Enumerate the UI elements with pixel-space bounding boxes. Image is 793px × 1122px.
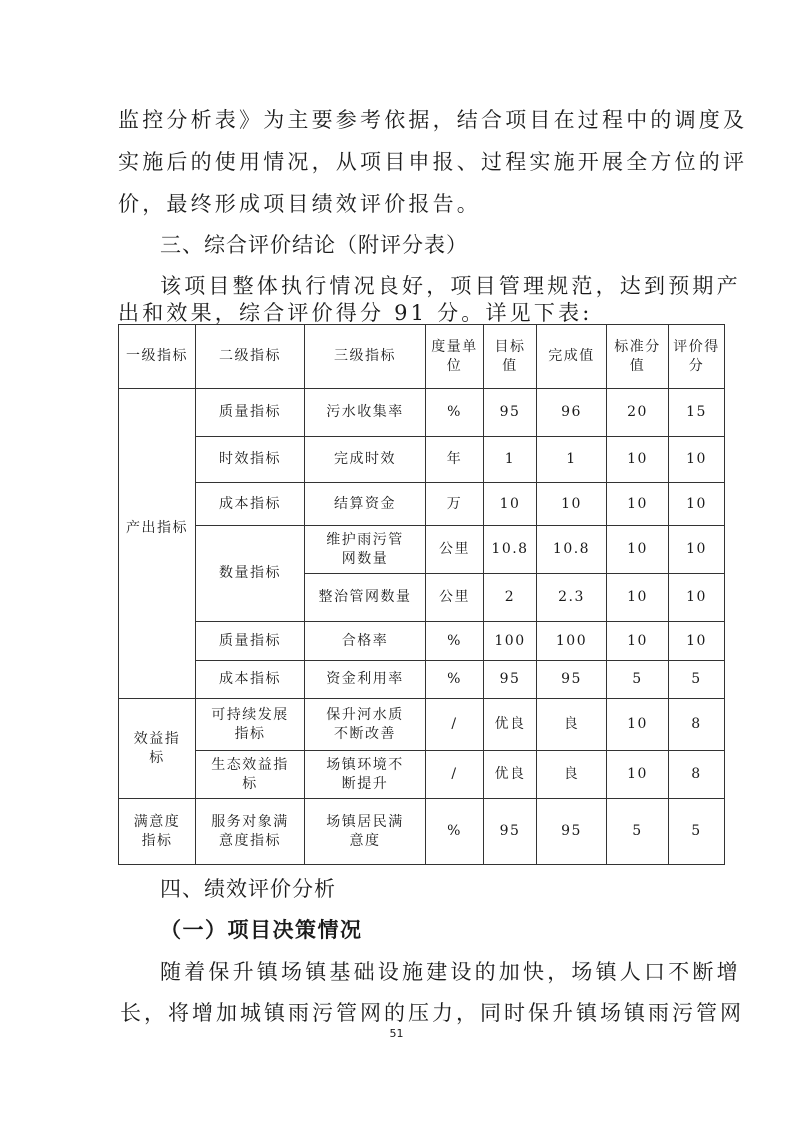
cell: 10 xyxy=(607,751,669,799)
cell: % xyxy=(426,389,484,437)
table-row xyxy=(119,751,725,799)
cell: 2 xyxy=(484,574,537,622)
paragraph-line: 价，最终形成项目绩效评价报告。 xyxy=(118,192,481,216)
table-row xyxy=(119,699,725,751)
cell: 公里 xyxy=(426,526,484,574)
cell: 年 xyxy=(426,437,484,483)
cell: 5 xyxy=(607,799,669,865)
cell: 95 xyxy=(484,389,537,437)
cell: 质量指标 xyxy=(196,622,305,661)
group-cell-benefit: 效益指标 xyxy=(119,699,196,799)
cell: 整治管网数量 xyxy=(305,574,426,622)
cell: 96 xyxy=(537,389,607,437)
cell: 100 xyxy=(537,622,607,661)
group-cell-satisfaction: 满意度指标 xyxy=(119,799,196,865)
table-header-row xyxy=(119,325,725,389)
table-row xyxy=(119,526,725,574)
cell: 10 xyxy=(607,574,669,622)
cell: 保升河水质不断改善 xyxy=(305,699,426,751)
cell: 生态效益指标 xyxy=(196,751,305,799)
paragraph-line: 随着保升镇场镇基础设施建设的加快，场镇人口不断增 xyxy=(160,960,741,984)
cell: 15 xyxy=(669,389,725,437)
cell: 10 xyxy=(669,622,725,661)
table-row xyxy=(119,389,725,437)
table-row xyxy=(119,437,725,483)
cell: 95 xyxy=(537,799,607,865)
cell: 2.3 xyxy=(537,574,607,622)
cell: % xyxy=(426,799,484,865)
cell: 良 xyxy=(537,751,607,799)
header-cell: 目标值 xyxy=(484,325,537,389)
table-row xyxy=(119,799,725,865)
header-cell: 度量单位 xyxy=(426,325,484,389)
section-heading: 四、绩效评价分析 xyxy=(160,877,336,901)
cell: 服务对象满意度指标 xyxy=(196,799,305,865)
cell: 场镇环境不断提升 xyxy=(305,751,426,799)
section-heading: 三、综合评价结论（附评分表） xyxy=(160,233,468,257)
cell: 10 xyxy=(669,483,725,526)
paragraph-line: 出和效果，综合评价得分 91 分。详见下表: xyxy=(118,301,593,325)
evaluation-score-table xyxy=(118,324,725,865)
table-row xyxy=(119,622,725,661)
cell: 10 xyxy=(669,437,725,483)
cell: / xyxy=(426,751,484,799)
header-cell: 二级指标 xyxy=(196,325,305,389)
table-row xyxy=(119,661,725,699)
cell: 10 xyxy=(669,574,725,622)
cell: 公里 xyxy=(426,574,484,622)
cell: 维护雨污管网数量 xyxy=(305,526,426,574)
cell: 优良 xyxy=(484,751,537,799)
cell: 数量指标 xyxy=(196,526,305,622)
cell: 10 xyxy=(537,483,607,526)
cell: 1 xyxy=(537,437,607,483)
cell: 95 xyxy=(484,799,537,865)
cell: % xyxy=(426,622,484,661)
cell: 成本指标 xyxy=(196,483,305,526)
cell: % xyxy=(426,661,484,699)
cell: 10.8 xyxy=(484,526,537,574)
cell: 8 xyxy=(669,699,725,751)
cell: 20 xyxy=(607,389,669,437)
header-cell: 一级指标 xyxy=(119,325,196,389)
cell: 5 xyxy=(669,661,725,699)
paragraph-line: 实施后的使用情况，从项目申报、过程实施开展全方位的评 xyxy=(118,150,748,174)
subsection-heading: （一）项目决策情况 xyxy=(160,917,363,942)
group-cell-output: 产出指标 xyxy=(119,389,196,699)
cell: 95 xyxy=(537,661,607,699)
cell: 10 xyxy=(669,526,725,574)
cell: 资金利用率 xyxy=(305,661,426,699)
paragraph-line: 该项目整体执行情况良好，项目管理规范，达到预期产 xyxy=(160,274,741,298)
cell: 10 xyxy=(607,699,669,751)
header-cell: 标准分值 xyxy=(607,325,669,389)
paragraph-line: 长，将增加城镇雨污管网的压力，同时保升镇场镇雨污管网 xyxy=(120,1001,744,1025)
cell: 8 xyxy=(669,751,725,799)
cell: 10 xyxy=(607,526,669,574)
cell: 质量指标 xyxy=(196,389,305,437)
cell: 10 xyxy=(607,437,669,483)
cell: 5 xyxy=(607,661,669,699)
cell: 可持续发展指标 xyxy=(196,699,305,751)
cell: 场镇居民满意度 xyxy=(305,799,426,865)
cell: 成本指标 xyxy=(196,661,305,699)
cell: 完成时效 xyxy=(305,437,426,483)
cell: 100 xyxy=(484,622,537,661)
page-number: 51 xyxy=(389,1027,404,1040)
cell: 10.8 xyxy=(537,526,607,574)
cell: 5 xyxy=(669,799,725,865)
cell: 万 xyxy=(426,483,484,526)
cell: 结算资金 xyxy=(305,483,426,526)
cell: 95 xyxy=(484,661,537,699)
cell: / xyxy=(426,699,484,751)
cell: 10 xyxy=(607,622,669,661)
header-cell: 评价得分 xyxy=(669,325,725,389)
cell: 优良 xyxy=(484,699,537,751)
table-row xyxy=(119,483,725,526)
cell: 1 xyxy=(484,437,537,483)
cell: 合格率 xyxy=(305,622,426,661)
cell: 良 xyxy=(537,699,607,751)
paragraph-line: 监控分析表》为主要参考依据，结合项目在过程中的调度及 xyxy=(118,108,748,132)
cell: 污水收集率 xyxy=(305,389,426,437)
cell: 时效指标 xyxy=(196,437,305,483)
cell: 10 xyxy=(484,483,537,526)
header-cell: 三级指标 xyxy=(305,325,426,389)
cell: 10 xyxy=(607,483,669,526)
header-cell: 完成值 xyxy=(537,325,607,389)
